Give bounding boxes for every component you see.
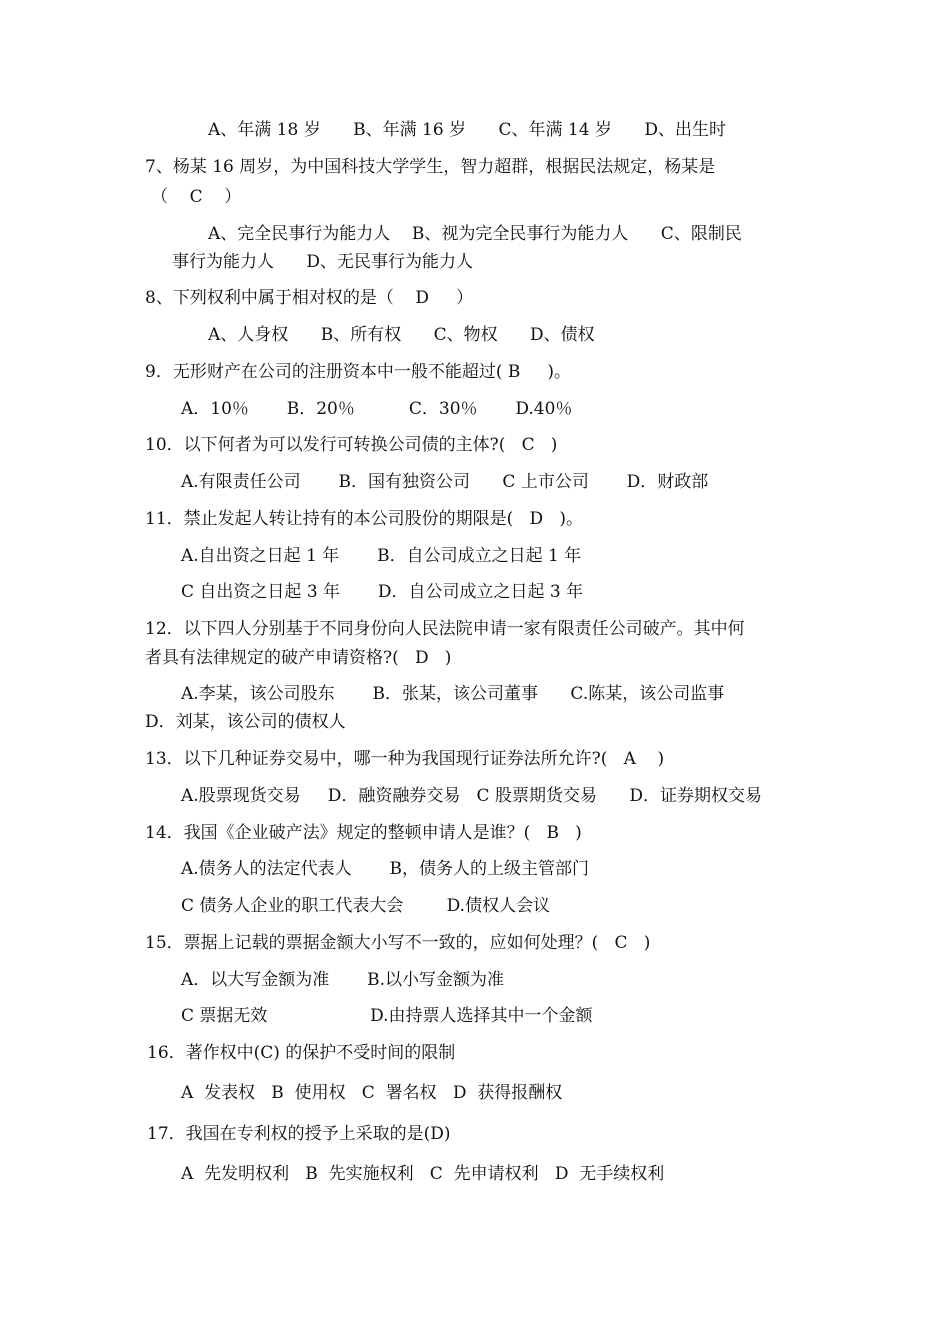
q11-stem: 11．禁止发起人转让持有的本公司股份的期限是( D )。 — [145, 509, 583, 529]
q6-options: A、年满 18 岁 B、年满 16 岁 C、年满 14 岁 D、出生时 — [208, 120, 726, 140]
q8-stem: 8、下列权利中属于相对权的是（ D ） — [145, 288, 474, 308]
q13-options: A.股票现货交易 D．融资融券交易 C 股票期货交易 D．证券期权交易 — [181, 786, 763, 806]
q17-stem: 17．我国在专利权的授予上采取的是(D) — [147, 1124, 451, 1144]
q12-stem-line2: 者具有法律规定的破产申请资格?( D ) — [145, 648, 452, 668]
q14-options-line2: C 债务人企业的职工代表大会 D.债权人会议 — [181, 896, 551, 916]
q15-options-line1: A．以大写金额为准 B.以小写金额为准 — [181, 970, 504, 990]
q10-options: A.有限责任公司 B．国有独资公司 C 上市公司 D．财政部 — [181, 472, 709, 492]
q7-options-line2: 事行为能力人 D、无民事行为能力人 — [172, 252, 474, 272]
q16-stem: 16．著作权中(C) 的保护不受时间的限制 — [147, 1043, 456, 1063]
q7-answer: （ C ） — [151, 187, 242, 207]
q16-options: A 发表权 B 使用权 C 署名权 D 获得报酬权 — [181, 1083, 563, 1103]
q7-options-line1: A、完全民事行为能力人 B、视为完全民事行为能力人 C、限制民 — [208, 224, 742, 244]
q8-options: A、人身权 B、所有权 C、物权 D、债权 — [208, 325, 595, 345]
q14-options-line1: A.债务人的法定代表人 B，债务人的上级主管部门 — [181, 859, 589, 879]
q14-stem: 14．我国《企业破产法》规定的整顿申请人是谁？( B ) — [145, 823, 582, 843]
q12-options-line2: D．刘某，该公司的债权人 — [145, 712, 346, 732]
q9-options: A．10％ B．20％ C．30％ D.40％ — [181, 399, 573, 419]
q15-stem: 15．票据上记载的票据金额大小写不一致的，应如何处理？( C ) — [145, 933, 651, 953]
q10-stem: 10．以下何者为可以发行可转换公司债的主体?( C ) — [145, 435, 558, 455]
q13-stem: 13．以下几种证券交易中，哪一种为我国现行证券法所允许?( A ) — [145, 749, 665, 769]
q11-options-line1: A.自出资之日起 1 年 B．自公司成立之日起 1 年 — [181, 546, 582, 566]
q9-stem: 9．无形财产在公司的注册资本中一般不能超过( B )。 — [145, 362, 571, 382]
q11-options-line2: C 自出资之日起 3 年 D．自公司成立之日起 3 年 — [181, 582, 584, 602]
q7-stem: 7、杨某 16 周岁，为中国科技大学学生，智力超群，根据民法规定，杨某是 — [145, 157, 716, 177]
q12-stem-line1: 12．以下四人分别基于不同身份向人民法院申请一家有限责任公司破产。其中何 — [145, 619, 745, 639]
q17-options: A 先发明权利 B 先实施权利 C 先申请权利 D 无手续权利 — [181, 1164, 665, 1184]
q12-options-line1: A.李某，该公司股东 B．张某，该公司董事 C.陈某，该公司监事 — [181, 684, 725, 704]
q15-options-line2: C 票据无效 D.由持票人选择其中一个金额 — [181, 1006, 593, 1026]
